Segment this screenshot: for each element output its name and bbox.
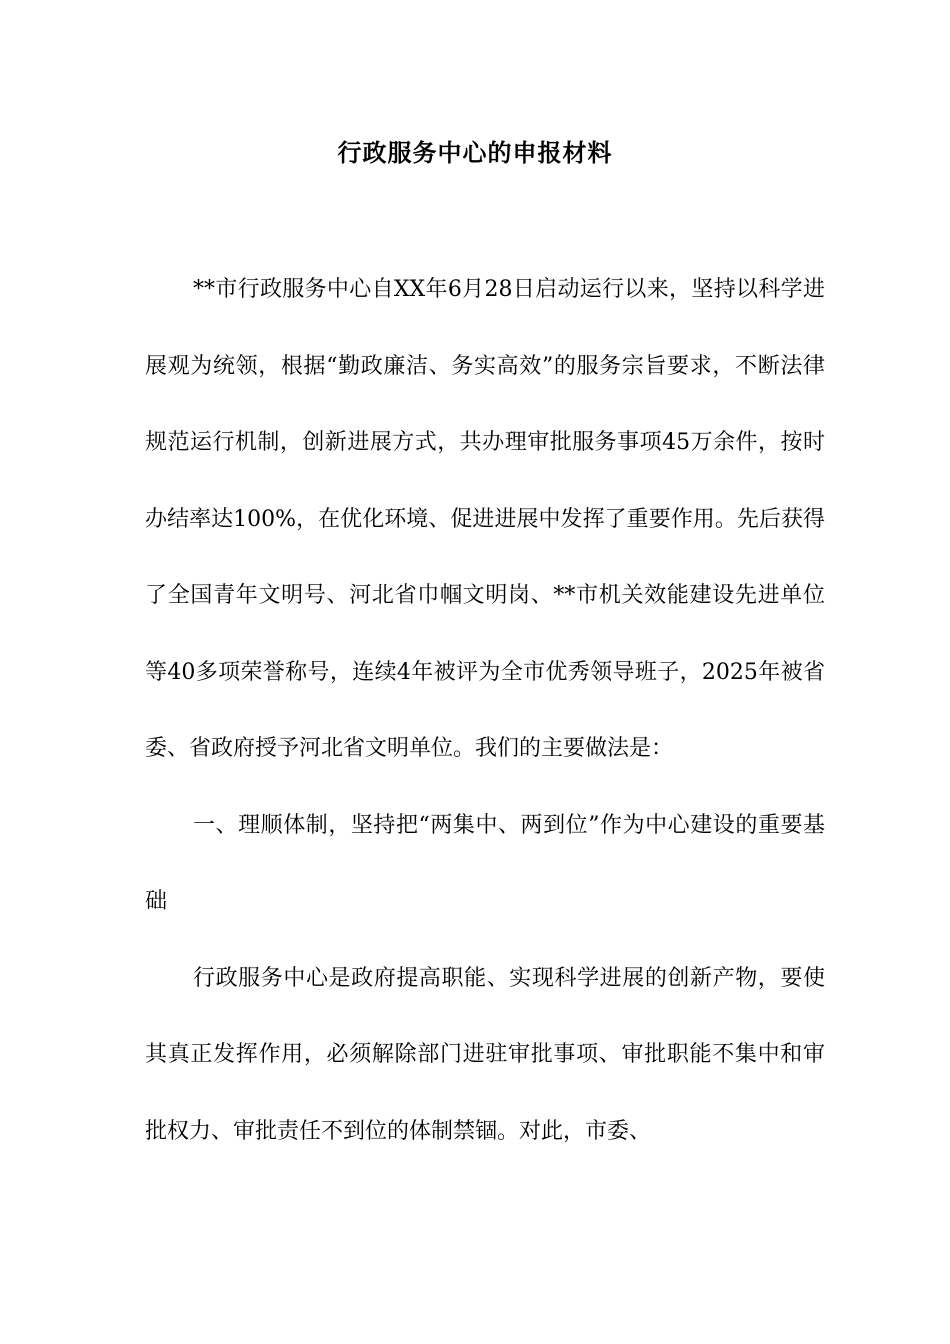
section-heading-1: 一、理顺体制，坚持把“两集中、两到位”作为中心建设的重要基础 — [145, 812, 825, 914]
document-body — [145, 252, 825, 1170]
paragraph-section-1: 行政服务中心是政府提高职能、实现科学进展的创新产物，要使其真正发挥作用，必须解除部门进驻审批事项、审批职能不集中和审批权力、审批责任不到位的体制禁锢。对此，市委、 — [145, 965, 825, 1144]
paragraph-intro: **市行政服务中心自XX年6月28日启动运行以来，坚持以科学进展观为统领，根据“勤政廉洁、务实高效”的服务宗旨要求，不断法律规范运行机制，创新进展方式，共办理审批服务事项45万余件，按时办结率达100%，在优化环境、促进进展中发挥了重要作用。先后获得了全国青年文明号、河北省巾帼文明岗、**市机关效能建设先进单位等40多项荣誉称号，连续4年被评为全市优秀领导班子，2025年被省委、省政府授予河北省文明单位。我们的主要做法是： — [145, 277, 825, 761]
document-title: 行政服务中心的申报材料 — [337, 139, 613, 167]
